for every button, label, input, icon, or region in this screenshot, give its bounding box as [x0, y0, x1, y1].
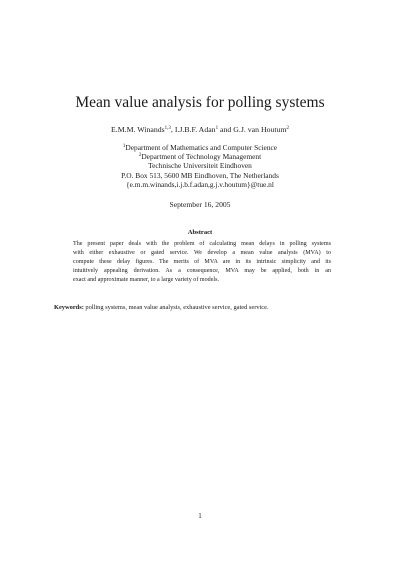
author-affiliation-mark: 2: [286, 126, 290, 131]
keywords: [54, 303, 354, 312]
paper-date: September 16, 2005: [169, 200, 231, 209]
abstract-line: intuitively appealing derivation. As a consequence, MVA may be applied, both in an: [73, 268, 331, 275]
affiliation-mark: 2: [138, 153, 142, 159]
affiliation-line: [0, 180, 400, 189]
author-affiliation-mark: 1: [215, 126, 219, 131]
affiliation-mark: 1: [122, 144, 126, 149]
affiliations: [0, 143, 400, 189]
abstract-line: The present paper deals with the problem of calculating mean delays in polling systems: [73, 241, 331, 247]
affiliation-text: Department of Mathematics and Computer Science: [125, 143, 278, 152]
abstract-line: exact and approximate manner, to a large variety of models.: [73, 277, 220, 284]
keywords-label: Keywords:: [54, 304, 84, 311]
author-affiliation-mark: 1,3: [164, 126, 171, 131]
paper-title: Mean value analysis for polling systems: [75, 94, 325, 111]
affiliation-line: [0, 171, 400, 180]
abstract-heading: Abstract: [187, 229, 213, 236]
affiliation-line: [0, 161, 400, 170]
author-list: [0, 124, 400, 135]
affiliation-line: [0, 152, 400, 161]
affiliation-text: Department of Technology Management: [141, 152, 262, 162]
abstract-line: compute these delay figures. The merits of MVA are in its intrinsic simplicity and its: [73, 259, 331, 266]
keywords-text: polling systems, mean value analysis, exhaustive service, gated service.: [83, 304, 269, 311]
abstract-line: with either exhaustive or gated service. We develop a mean value analysis (MVA) to: [73, 250, 331, 257]
affiliation-text: P.O. Box 513, 5600 MB Eindhoven, The Netherlands: [121, 170, 279, 180]
abstract-body: [73, 240, 331, 285]
author-emails: {e.m.m.winands,i.j.b.f.adan,g.j.v.houtum}@tue.nl: [126, 179, 274, 189]
affiliation-text: Technische Universiteit Eindhoven: [148, 161, 252, 171]
affiliation-line: [0, 143, 400, 152]
author-name: G.J. van Houtum: [233, 125, 287, 134]
author-name: E.M.M. Winands: [110, 125, 165, 134]
page-number: 1: [198, 512, 202, 520]
author-separator: ,: [170, 125, 175, 134]
author-name: I.J.B.F. Adan: [174, 125, 216, 134]
author-separator: and: [218, 125, 234, 134]
